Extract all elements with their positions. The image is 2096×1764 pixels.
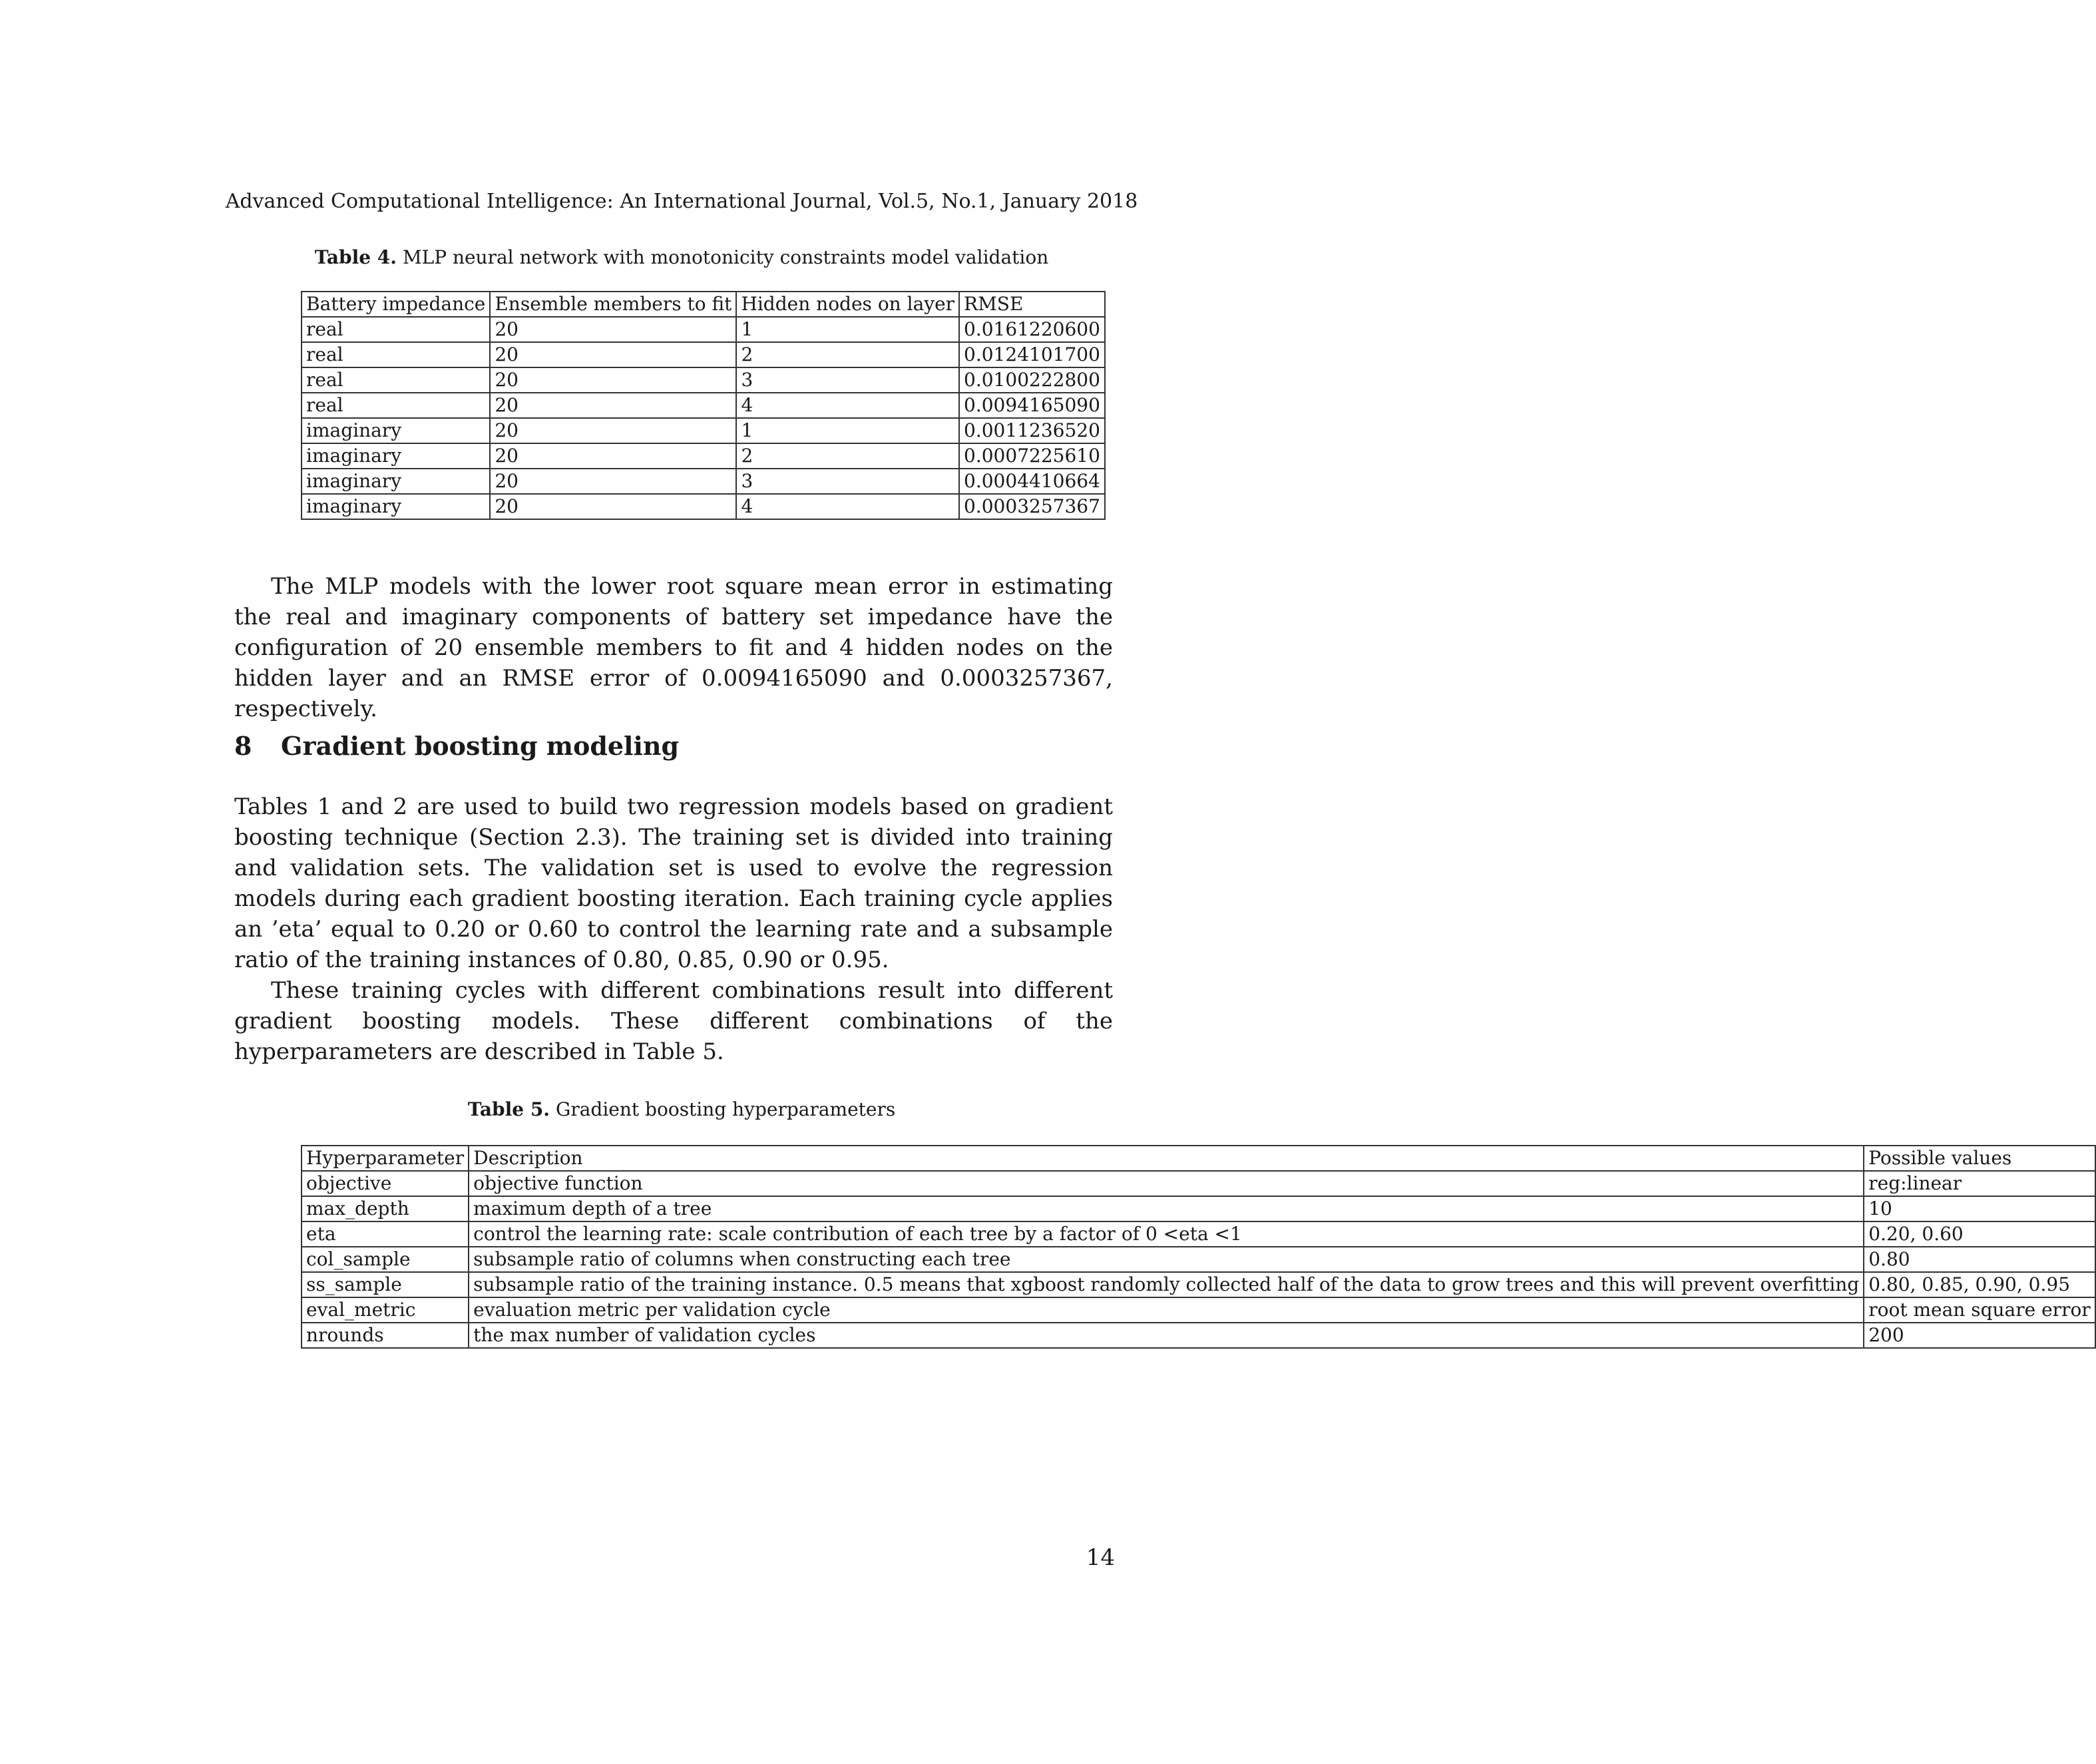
table-cell: root mean square error	[1864, 1297, 2095, 1323]
table4-header-cell: Battery impedance	[302, 292, 490, 317]
table4	[301, 291, 1106, 520]
table-cell: 20	[490, 342, 736, 367]
table-row	[302, 1196, 2095, 1221]
table4-header-cell: Ensemble members to fit	[490, 292, 736, 317]
table-cell: real	[302, 317, 490, 342]
paragraph-mlp-summary: The MLP models with the lower root square mean error in estimating the real and imaginary components of battery set impedance have the configuration of 20 ensemble members to fit and 4 hidden nodes on the hidden layer and an RMSE error of 0.0094165090 and 0.0003257367, respectively.	[234, 573, 1113, 722]
table-cell: maximum depth of a tree	[469, 1196, 1864, 1221]
paragraph-gradient-boosting: Tables 1 and 2 are used to build two regression models based on gradient boosting technique (Section 2.3). The training set is divided into training and validation sets. The validation set is used to evolve the regression models during each gradient boosting iteration. Each training cycle applies an ’eta’ equal to 0.20 or 0.60 to control the learning rate and a subsample ratio of the training instances of 0.80, 0.85, 0.90 or 0.95.	[234, 793, 1113, 973]
table-cell: imaginary	[302, 443, 490, 469]
table-cell: 1	[736, 418, 959, 443]
table-cell: 0.20, 0.60	[1864, 1221, 2095, 1247]
table-cell: 20	[490, 418, 736, 443]
table4-header-cell: Hidden nodes on layer	[736, 292, 959, 317]
table-row	[302, 367, 1105, 393]
table-cell: 2	[736, 443, 959, 469]
table-cell: 20	[490, 469, 736, 494]
table-cell: eval_metric	[302, 1297, 469, 1323]
table-cell: 20	[490, 443, 736, 469]
table-cell: max_depth	[302, 1196, 469, 1221]
table-cell: 2	[736, 342, 959, 367]
table-row	[302, 1247, 2095, 1272]
table4-header-row	[302, 292, 1105, 317]
table-cell: control the learning rate: scale contribution of each tree by a factor of 0 <eta <1	[469, 1221, 1864, 1247]
table-cell: subsample ratio of the training instance. 0.5 means that xgboost randomly collected half of the data to grow trees and this will prevent overfitting	[469, 1272, 1864, 1297]
table5-label: Table 5.	[467, 1098, 550, 1120]
table-cell: subsample ratio of columns when constructing each tree	[469, 1247, 1864, 1272]
table4-caption-text: MLP neural network with monotonicity constraints model validation	[402, 246, 1049, 268]
table-cell: ss_sample	[302, 1272, 469, 1297]
table-cell: 0.80, 0.85, 0.90, 0.95	[1864, 1272, 2095, 1297]
table-cell: 200	[1864, 1323, 2095, 1348]
table-row	[302, 469, 1105, 494]
table-cell: 20	[490, 494, 736, 519]
table5-caption-text: Gradient boosting hyperparameters	[555, 1098, 896, 1120]
table-row	[302, 1171, 2095, 1196]
table4-caption	[0, 246, 1363, 268]
table-cell: 20	[490, 317, 736, 342]
table-cell: 0.0007225610	[959, 443, 1105, 469]
table-cell: real	[302, 393, 490, 418]
table-row	[302, 1323, 2095, 1348]
page-number: 14	[1086, 1544, 1115, 1571]
table-cell: 4	[736, 494, 959, 519]
table-row	[302, 342, 1105, 367]
table-cell: col_sample	[302, 1247, 469, 1272]
table5-header-cell: Hyperparameter	[302, 1146, 469, 1171]
table-cell: 0.0124101700	[959, 342, 1105, 367]
table-cell: 20	[490, 367, 736, 393]
table-cell: 0.0100222800	[959, 367, 1105, 393]
table4-header-cell: RMSE	[959, 292, 1105, 317]
table-cell: 0.0094165090	[959, 393, 1105, 418]
table-cell: 0.0161220600	[959, 317, 1105, 342]
section-number: 8	[234, 731, 252, 761]
section-title: Gradient boosting modeling	[281, 731, 680, 761]
table-row	[302, 1221, 2095, 1247]
table-row	[302, 494, 1105, 519]
paragraph-training-cycles: These training cycles with different combinations result into different gradient boosting models. These different combinations of the hyperparameters are described in Table 5.	[234, 977, 1113, 1065]
table-row	[302, 418, 1105, 443]
table5	[301, 1145, 2096, 1349]
table-cell: imaginary	[302, 418, 490, 443]
table-cell: imaginary	[302, 469, 490, 494]
table5-header-cell: Possible values	[1864, 1146, 2095, 1171]
table-cell: 20	[490, 393, 736, 418]
table-cell: eta	[302, 1221, 469, 1247]
table-cell: the max number of validation cycles	[469, 1323, 1864, 1348]
table-row	[302, 393, 1105, 418]
table-cell: 0.0011236520	[959, 418, 1105, 443]
table-cell: objective function	[469, 1171, 1864, 1196]
table-cell: 4	[736, 393, 959, 418]
table-row	[302, 317, 1105, 342]
table-cell: 3	[736, 469, 959, 494]
table-cell: real	[302, 342, 490, 367]
table-cell: 0.0003257367	[959, 494, 1105, 519]
table5-header-row	[302, 1146, 2095, 1171]
table-cell: objective	[302, 1171, 469, 1196]
table-cell: 1	[736, 317, 959, 342]
table-cell: nrounds	[302, 1323, 469, 1348]
table-row	[302, 443, 1105, 469]
table-cell: imaginary	[302, 494, 490, 519]
table-cell: 10	[1864, 1196, 2095, 1221]
table5-caption	[0, 1098, 1363, 1120]
table-cell: 0.80	[1864, 1247, 2095, 1272]
table-cell: evaluation metric per validation cycle	[469, 1297, 1864, 1323]
running-header: Advanced Computational Intelligence: An International Journal, Vol.5, No.1, January 2018	[225, 190, 1138, 213]
table4-label: Table 4.	[314, 246, 397, 268]
table-cell: real	[302, 367, 490, 393]
section-heading	[234, 731, 679, 761]
table5-header-cell: Description	[469, 1146, 1864, 1171]
table-row	[302, 1272, 2095, 1297]
table-cell: reg:linear	[1864, 1171, 2095, 1196]
table-row	[302, 1297, 2095, 1323]
table-cell: 0.0004410664	[959, 469, 1105, 494]
table-cell: 3	[736, 367, 959, 393]
